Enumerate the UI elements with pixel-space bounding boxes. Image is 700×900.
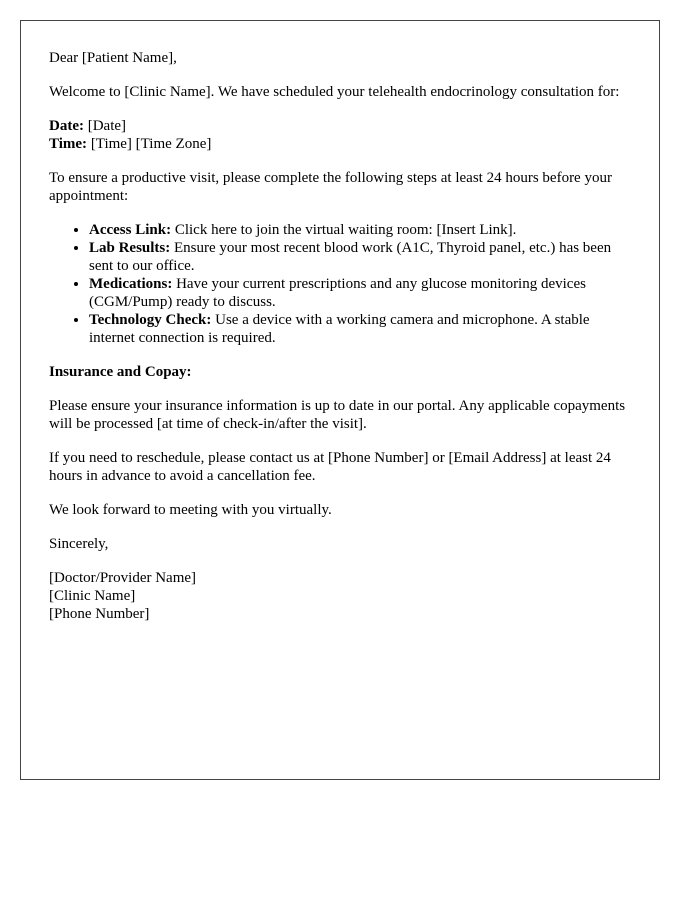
step-label: Lab Results: xyxy=(89,240,171,256)
time-value: [Time] [Time Zone] xyxy=(90,136,212,152)
signature-phone: [Phone Number] xyxy=(49,606,150,622)
step-label: Access Link: xyxy=(89,222,172,238)
insurance-heading-text: Insurance and Copay: xyxy=(49,364,192,380)
step-label: Medications: xyxy=(89,276,173,292)
step-medications xyxy=(89,275,631,311)
signature-block xyxy=(49,569,631,623)
signoff: Sincerely, xyxy=(49,536,109,552)
step-text: Have your current prescriptions and any glucose monitoring devices (CGM/Pump) ready to discuss. xyxy=(89,276,586,310)
step-label: Technology Check: xyxy=(89,312,212,328)
greeting: Dear [Patient Name], xyxy=(49,50,177,66)
step-text: Click here to join the virtual waiting room: [Insert Link]. xyxy=(174,222,517,238)
appointment-time xyxy=(49,135,631,153)
date-value: [Date] xyxy=(87,118,127,134)
step-text: Use a device with a working camera and microphone. A stable internet connection is required. xyxy=(89,312,590,346)
intro-paragraph: Welcome to [Clinic Name]. We have scheduled your telehealth endocrinology consultation for: xyxy=(49,84,620,100)
insurance-heading xyxy=(49,363,631,381)
step-access-link xyxy=(89,221,631,239)
step-lab-results xyxy=(89,239,631,275)
appointment-date xyxy=(49,117,631,135)
signature-provider: [Doctor/Provider Name] xyxy=(49,570,197,586)
reschedule-paragraph: If you need to reschedule, please contact us at [Phone Number] or [Email Address] at least 24 hours in advance to avoid a cancellation fee. xyxy=(49,450,611,484)
step-technology-check xyxy=(89,311,631,347)
prep-intro-paragraph: To ensure a productive visit, please complete the following steps at least 24 hours before your appointment: xyxy=(49,170,612,204)
letter xyxy=(20,20,660,780)
steps-list xyxy=(49,221,631,347)
step-text: Ensure your most recent blood work (A1C, Thyroid panel, etc.) has been sent to our office. xyxy=(89,240,612,274)
date-label: Date: xyxy=(49,118,84,134)
time-label: Time: xyxy=(49,136,88,152)
signature-clinic: [Clinic Name] xyxy=(49,588,136,604)
closing-paragraph: We look forward to meeting with you virtually. xyxy=(49,502,332,518)
insurance-paragraph: Please ensure your insurance information is up to date in our portal. Any applicable copayments will be processed [at time of check-in/after the visit]. xyxy=(49,398,626,432)
